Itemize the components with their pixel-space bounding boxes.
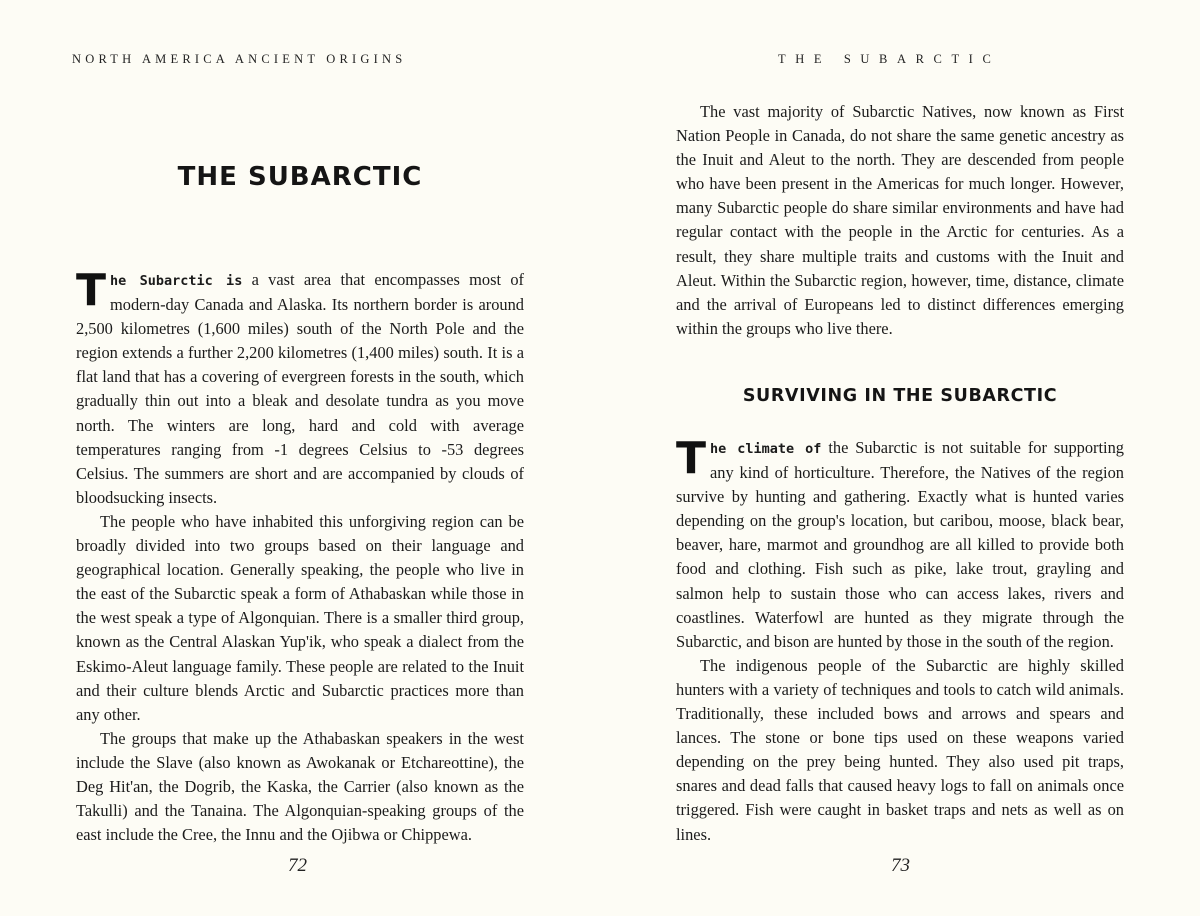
first-paragraph-text-left: a vast area that encompasses most of modern-day Canada and Alaska. Its northern border is around 2,500 kilometres (1,600 miles) south of the North Pole and the region extends a further 2,200 kilometres (1,400 miles) south. It is a flat land that has a covering of evergreen forests in the south, which gradually thin out into a bleak and desolate tundra as you move north. The winters are long, hard and cold with average temperatures ranging from -1 degrees Celsius to -53 degrees Celsius. The summers are short and are accompanied by clouds of bloodsucking insects. [76,270,525,507]
left-paragraph-3: The groups that make up the Athabaskan speakers in the west include the Slave (also known as Awokanak or Etchareottine), the Deg Hit'an, the Dogrib, the Kaska, the Carrier (also known as the Takulli) and the Tanaina. The Algonquian-speaking groups of the east include the Cree, the Innu and the Ojibwa or Chippewa. [76,728,524,845]
left-first-paragraph [76,265,525,510]
lead-in-left: he Subarctic is [110,273,243,289]
dropcap-right: T [676,433,707,484]
running-head-right: THE SUBARCTIC [778,52,1001,66]
lead-in-right: he climate of [710,441,822,457]
page-number-left: 72 [288,855,307,876]
right-paragraph-2: The indigenous people of the Subarctic are highly skilled hunters with a variety of techniques and tools to catch wild animals. Traditionally, these included bows and arrows and spears and lances. The stone or bone tips used on these weapons varied depending on the prey being hunted. They also used pit traps, snares and dead falls that caused heavy logs to fall on animals once triggered. Fish were caught in basket traps and nets as well as on lines. [676,655,1124,844]
page-number-right: 73 [891,855,910,876]
right-bottom-text [676,433,1124,847]
running-head-left: NORTH AMERICA ANCIENT ORIGINS [72,52,407,66]
dropcap-left: T [76,265,107,316]
right-top-text [676,100,1124,341]
section-title: SURVIVING IN THE SUBARCTIC [742,386,1058,406]
right-top-paragraph: The vast majority of Subarctic Natives, now known as First Nation People in Canada, do not share the same genetic ancestry as the Inuit and Aleut to the north. They are descended from people who have been present in the Americas for much longer. However, many Subarctic people do share similar environments and have had regular contact with the people in the Arctic for centuries. As a result, they share multiple traits and customs with the Inuit and Aleut. Within the Subarctic region, however, time, distance, climate and the arrival of Europeans led to distinct differences emerging within the groups who live there. [676,102,1124,338]
left-body-text [76,265,525,847]
left-paragraph-2: The people who have inhabited this unforgiving region can be broadly divided into two groups based on their language and geographical location. Generally speaking, the people who live in the east of the Subarctic speak a form of Athabaskan while those in the west speak a type of Algonquian. There is a smaller third group, known as the Central Alaskan Yup'ik, who speak a dialect from the Eskimo-Aleut language family. These people are related to the Inuit and their culture blends Arctic and Subarctic practices more than any other. [76,511,524,724]
first-paragraph-text-right: the Subarctic is not suitable for supporting any kind of horticulture. Therefore, the Natives of the region survive by hunting and gathering. Exactly what is hunted varies depending on the group's location, but caribou, moose, black bear, beaver, hare, marmot and groundhog are all killed to provide both food and clothing. Fish such as pike, lake trout, grayling and salmon help to sustain those who can access lakes, rivers and coastlines. Waterfowl are hunted as they migrate through the Subarctic, and bison are hunted by those in the south of the region. [676,438,1124,651]
right-page [600,0,1200,916]
chapter-title: THE SUBARCTIC [177,162,423,192]
right-first-paragraph [676,433,1124,654]
